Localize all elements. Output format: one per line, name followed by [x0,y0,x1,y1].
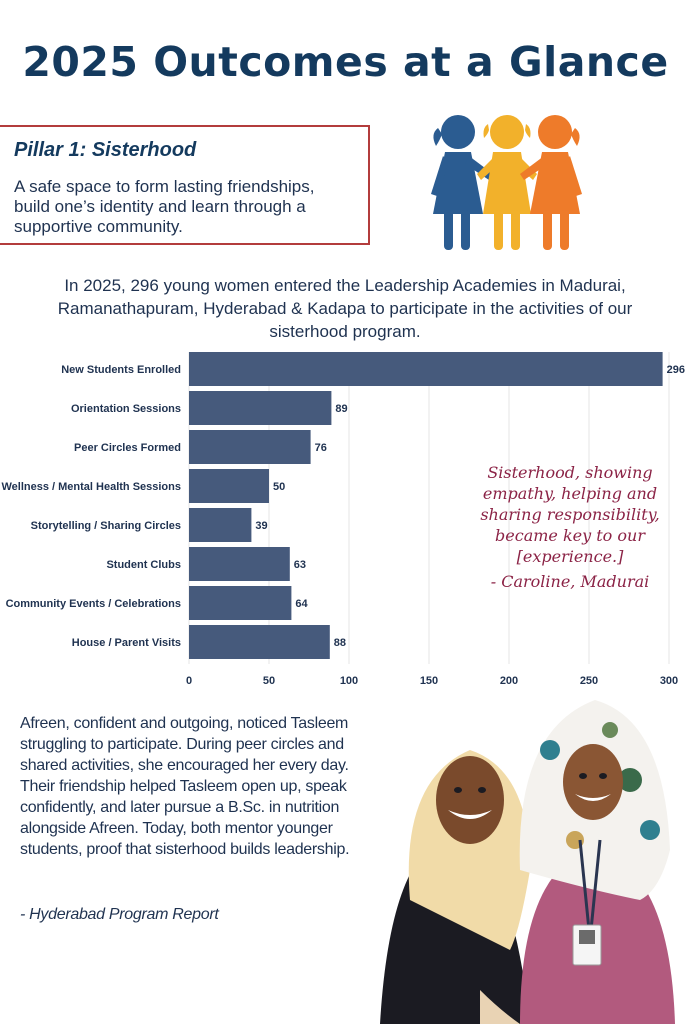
x-tick-label: 300 [659,675,679,687]
pillar-description: A safe space to form lasting friendships, build one’s identity and learn through a supportive community. [14,177,315,236]
intro-text: In 2025, 296 young women entered the Leadership Academies in Madurai, Ramanathapuram, Hyderabad & Kadapa to participate in the activities of our sisterhood program. [57,276,633,341]
story-source: - Hyderabad Program Report [20,906,219,923]
category-label: Orientation Sessions [70,403,181,415]
x-tick-label: 250 [579,675,599,687]
chart-category-labels [1,364,181,649]
category-label: Peer Circles Formed [74,442,181,454]
value-label: 64 [295,598,308,610]
pillar-title: Pillar 1: Sisterhood [14,139,197,161]
quote-author: - Caroline, Madurai [490,572,650,591]
two-students-in-hijabs-photo [370,690,691,1024]
bar [189,469,269,503]
category-label: House / Parent Visits [71,637,181,649]
category-label: Wellness / Mental Health Sessions [1,481,181,493]
category-label: New Students Enrolled [61,364,181,376]
value-label: 76 [314,442,327,454]
value-label: 296 [666,364,685,376]
page-title: 2025 Outcomes at a Glance [22,38,669,86]
bar [189,625,330,659]
girl-figure-yellow [477,115,537,250]
student-right [520,700,675,1024]
bar [189,352,663,386]
category-label: Student Clubs [106,559,181,571]
category-label: Storytelling / Sharing Circles [30,520,181,532]
bar [189,430,311,464]
value-label: 88 [333,637,347,649]
value-label: 63 [293,559,307,571]
value-label: 39 [255,520,268,532]
x-tick-label: 200 [499,675,519,687]
x-tick-label: 0 [185,675,193,687]
chart-x-ticks [186,675,678,687]
bar [189,508,251,542]
value-label: 89 [335,403,348,415]
category-label: Community Events / Celebrations [5,598,181,610]
value-label: 50 [273,481,286,493]
x-tick-label: 100 [339,675,359,687]
x-tick-label: 150 [419,675,439,687]
x-tick-label: 50 [262,675,276,687]
student-left [380,750,530,1024]
bar [189,391,331,425]
story-text: Afreen, confident and outgoing, noticed Tasleem struggling to participate. During peer circles and shared activities, she encouraged her every day. Their friendship helped Tasleem open up, speak confidently, and later pursue a B.Sc. in nutrition alongside Afreen. Today, both mentor younger students, proof that sisterhood builds leadership. [20,715,350,858]
bar [189,586,291,620]
bar [189,547,290,581]
three-girls-holding-hands-icon [425,110,590,255]
pillar-card [0,125,370,245]
quote-text: Sisterhood, showing empathy, helping and sharing responsibility, became key to our [experience.] [480,463,660,566]
